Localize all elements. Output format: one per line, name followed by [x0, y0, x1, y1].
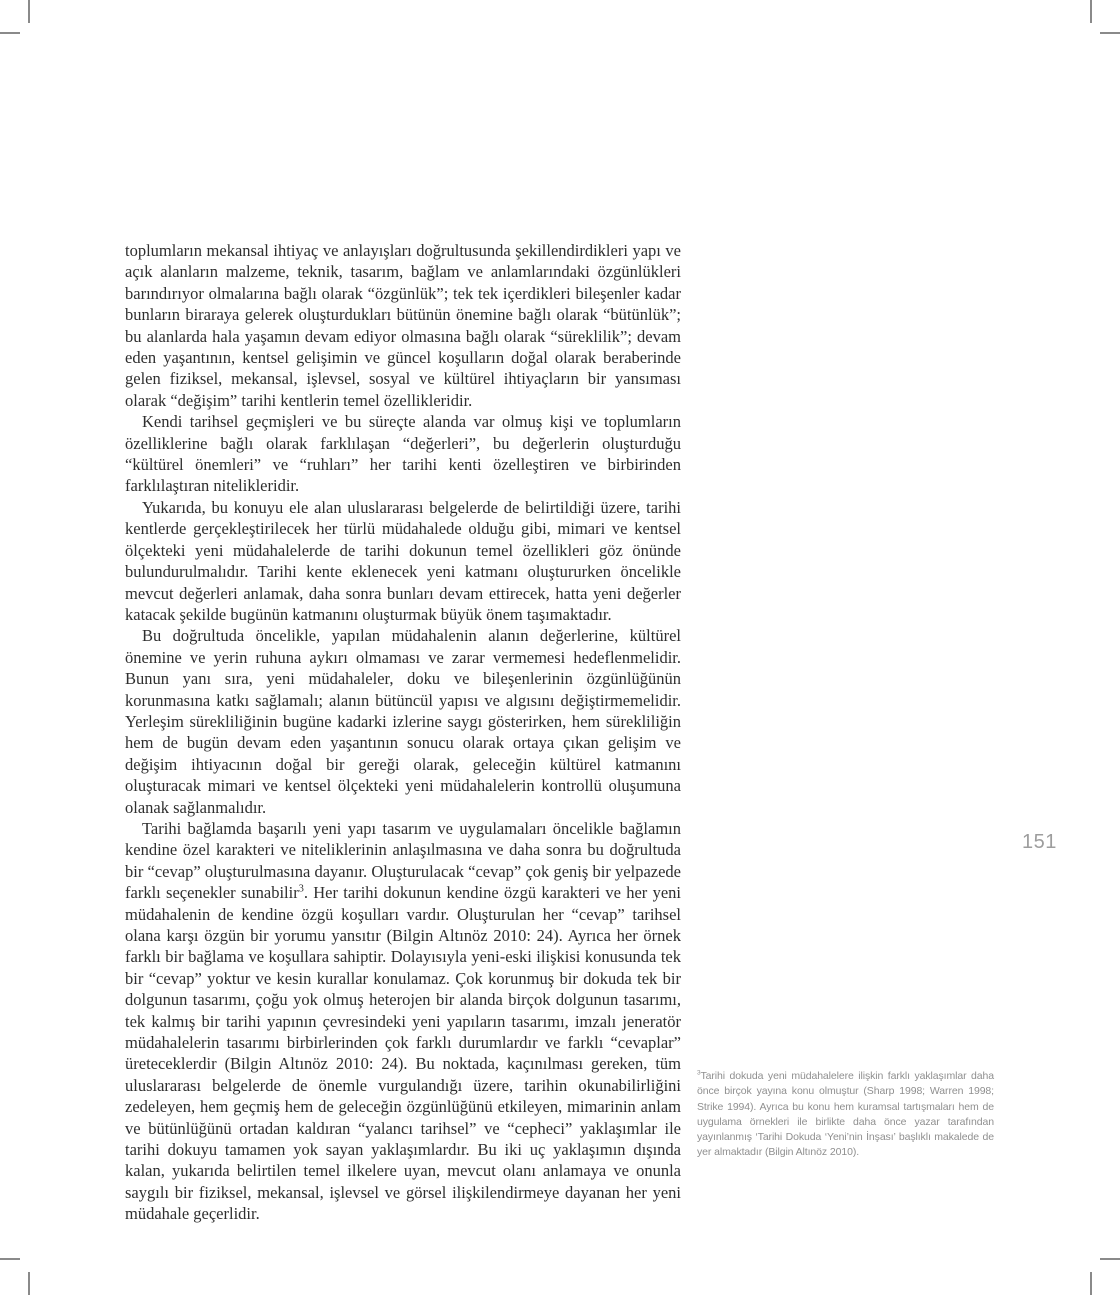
paragraph-5-text-before-footnote-ref: Tarihi bağlamda başarılı yeni yapı tasarım ve uygulamaları öncelikle bağlamın kendine özel karakteri ve niteliklerinin anlaşılmasına ve daha sonra bu doğrultuda bir “cevap” oluşturulmasına dayanır. Oluşturulacak “cevap” çok geniş bir yelpazede farklı seçenekler sunabilir — [125, 818, 681, 903]
paragraph-5 — [125, 818, 681, 1225]
crop-mark-bottom-left-vertical — [28, 1272, 30, 1295]
paragraph-5-text-after-footnote-ref: . Her tarihi dokunun kendine özgü karakteri ve her yeni müdahalenin de kendine özgü koşulları vardır. Oluşturulan her “cevap” tarihsel olana karşı özgün bir yorumu yansıtır (Bilgin Altınöz 2010: 24). Ayrıca her örnek farklı bir bağlama ve koşullara sahiptir. Dolayısıyla yeni-eski ilişkisi konusunda tek bir “cevap” yoktur ve kesin kurallar konulamaz. Çok korunmuş bir dokuda tek bir dolgunun tasarımı, çoğu yok olmuş heterojen bir alanda birçok dolgunun tasarımı, tek kalmış bir tarihi yapının çevresindeki yeni yapıların tasarımı, imzalı jeneratör müdahalelerin tasarımı birbirlerinden çok farklı durumlardır ve farklı “cevaplar” üreteceklerdir (Bilgin Altınöz 2010: 24). Bu noktada, kaçınılması gereken, tüm uluslararası belgelerde de önemle vurgulandığı üzere, tarihin okunabilirliğini zedeleyen, hem geçmiş hem de geleceğin özgünlüğünü etkileyen, mimarinin anlam ve bütünlüğünü ortadan kaldıran “yalancı tarihsel” ve “cepheci” yaklaşımlar ile tarihi dokuyu tamamen yok sayan yaklaşımlardır. Bu iki uç yaklaşımın dışında kalan, yukarıda belirtilen temel ilkelere uyan, mevcut olanı anlamaya ve onunla saygılı bir fiziksel, mekansal, işlevsel ve görsel ilişkilendirmeye dayanan her yeni müdahale geçerlidir. — [125, 883, 682, 1224]
footnote-text: Tarihi dokuda yeni müdahalelere ilişkin farklı yaklaşımlar daha önce birçok yayına konu olmuştur (Sharp 1998; Warren 1998; Strike 1994). Ayrıca bu konu hem kuramsal tartışmaları hem de uygulama örnekleri ile birlikte daha önce yazar tarafından yayınlanmış ‘Tarihi Dokuda ‘Yeni’nin İnşası’ başlıklı makalede de yer almaktadır (Bilgin Altınöz 2010). — [697, 1070, 994, 1159]
crop-mark-top-left-horizontal — [0, 32, 20, 34]
body-text-column — [125, 240, 681, 1225]
page-number: 151 — [1022, 831, 1057, 853]
crop-mark-bottom-right-vertical — [1090, 1272, 1092, 1295]
paragraph-2: Kendi tarihsel geçmişleri ve bu süreçte alanda var olmuş kişi ve toplumların özelliklerine bağlı olarak farklılaşan “değerleri”, bu değerlerin oluşturduğu “kültürel önemleri” ve “ruhları” her tarihi kenti özelleştiren ve birbirinden farklılaştıran nitelikleridir. — [125, 412, 681, 496]
crop-mark-top-left-vertical — [28, 0, 30, 23]
crop-mark-top-right-vertical — [1090, 0, 1092, 23]
crop-mark-bottom-left-horizontal — [0, 1258, 20, 1260]
paragraph-4: Bu doğrultuda öncelikle, yapılan müdahalenin alanın değerlerine, kültürel önemine ve yerin ruhuna aykırı olmaması ve zarar vermemesi hedeflenmelidir. Bunun yanı sıra, yeni müdahaleler, doku ve bileşenlerinin özgünlüğünün korunmasına katkı sağlamalı; alanın bütüncül yapısı ve algısını değiştirmemelidir. Yerleşim sürekliliğinin bugüne kadarki izlerine saygı gösterirken, hem sürekliliğin hem de bugün devam eden yaşantının sonucu olarak ortaya çıkan gelişim ve değişim ihtiyacının doğal bir gereği olarak, geleceğin kültürel katmanını oluşturacak mimari ve kentsel ölçekteki yeni müdahalelerin kontrollü oluşumuna olanak sağlanmalıdır. — [125, 626, 681, 817]
footnote — [697, 1069, 994, 1161]
crop-mark-top-right-horizontal — [1100, 32, 1120, 34]
paragraph-3: Yukarıda, bu konuyu ele alan uluslararası belgelerde de belirtildiği üzere, tarihi kentlerde gerçekleştirilecek her türlü müdahalede olduğu gibi, mimari ve kentsel ölçekteki yeni müdahalelerde de tarihi dokunun temel özellikleri göz önünde bulundurulmalıdır. Tarihi kente eklenecek yeni katmanı oluştururken öncelikle mevcut değerleri anlamak, daha sonra bunları devam ettirecek, hatta yeni değerler katacak şekilde bugünün katmanını oluşturmak büyük önem taşımaktadır. — [125, 497, 681, 624]
footnote-reference-3: 3 — [298, 883, 304, 895]
footnote-marker: 3 — [697, 1069, 701, 1077]
crop-mark-bottom-right-horizontal — [1100, 1258, 1120, 1260]
paragraph-1: toplumların mekansal ihtiyaç ve anlayışları doğrultusunda şekillendirdikleri yapı ve açık alanların malzeme, teknik, tasarım, bağlam ve anlamlarındaki özgünlükleri barındırıyor olmalarına bağlı olarak “özgünlük”; tek tek içerdikleri bileşenler kadar bunların biraraya gelerek oluşturdukları bütünün önemine bağlı olarak “bütünlük”; bu alanlarda hala yaşamın devam ediyor olmasına bağlı olarak “süreklilik”; devam eden yaşantının, kentsel gelişimin ve güncel koşulların doğal olarak beraberinde gelen fiziksel, mekansal, işlevsel, sosyal ve kültürel ihtiyaçların bir yansıması olarak “değişim” tarihi kentlerin temel özellikleridir. — [125, 241, 681, 410]
